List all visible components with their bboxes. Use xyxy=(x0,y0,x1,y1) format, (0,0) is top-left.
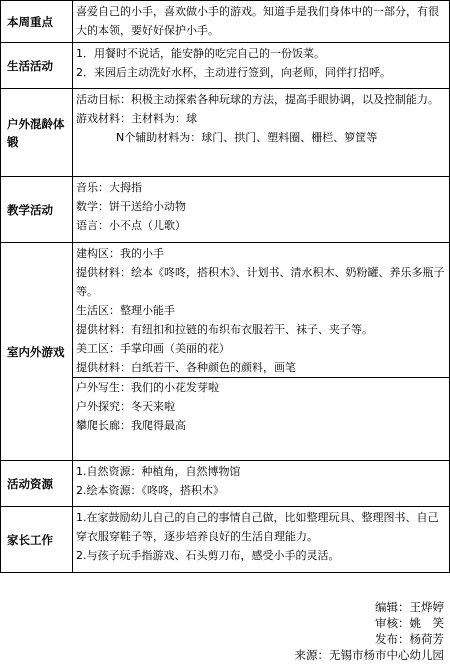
table-row-parent-work xyxy=(1,507,450,573)
table-row-weekly-focus xyxy=(1,1,450,43)
content-line: 户外探究：冬天来啦 xyxy=(76,400,175,413)
content-line: 2．来园后主动洗好水杯，主动进行签到，向老师，同伴打招呼。 xyxy=(76,66,391,79)
content-line: 提供材料：绘本《咚咚，搭积木》、计划书、清水积木、奶粉罐、养乐多瓶子等。 xyxy=(76,266,445,298)
content-line: N个辅助材料为：球门、拱门、塑料圈、栅栏、箩筐等 xyxy=(116,131,378,144)
reviewer-credit: 审核：姚 笑 xyxy=(375,616,444,630)
content-line: 音乐：大拇指 xyxy=(76,181,142,194)
row-label: 教学活动 xyxy=(1,177,73,243)
content-line: 2.绘本资源：《咚咚，搭积木》 xyxy=(76,484,224,497)
content-line: 游戏材料：主材料为：球 xyxy=(76,112,197,125)
content-line: 攀爬长廊：我爬得最高 xyxy=(76,419,186,432)
source-credit: 来源：无锡市杨市中心幼儿园 xyxy=(294,648,444,662)
editor-credit: 编辑：王烨婷 xyxy=(375,600,444,614)
content-line: 2.与孩子玩手指游戏、石头剪刀布，感受小手的灵活。 xyxy=(76,549,340,562)
row-content xyxy=(73,1,450,43)
table-row-games xyxy=(1,243,450,461)
table-row-teaching xyxy=(1,177,450,243)
row-label: 活动资源 xyxy=(1,461,73,507)
row-content xyxy=(73,89,450,177)
publisher-credit: 发布：杨荷芳 xyxy=(375,632,444,646)
row-content xyxy=(73,507,450,573)
row-label: 本周重点 xyxy=(1,1,73,43)
outdoor-subsection xyxy=(73,377,449,435)
content-line: 喜爱自己的小手，喜欢做小手的游戏。知道手是我们身体中的一部分，有很大的本领，要好好保护小手。 xyxy=(76,5,439,37)
content-line: 户外写生：我们的小花发芽啦 xyxy=(76,381,219,394)
table-row-daily-activities xyxy=(1,43,450,89)
table-row-resources xyxy=(1,461,450,507)
row-content xyxy=(73,43,450,89)
row-label: 家长工作 xyxy=(1,507,73,573)
content-line: 提供材料：白纸若干、各种颜色的颜料，画笔 xyxy=(76,361,296,374)
content-line: 建构区：我的小手 xyxy=(76,247,164,260)
row-content xyxy=(73,243,450,461)
content-line: 美工区：手掌印画（美丽的花） xyxy=(76,342,230,355)
row-label: 户外混龄体锻 xyxy=(1,89,73,177)
credits-footer xyxy=(295,599,445,663)
content-line: 1.在家鼓励幼儿自己的自己的事情自己做，比如整理玩具、整理图书、自己穿衣服穿鞋子等，逐步培养良好的生活自理能力。 xyxy=(76,511,439,543)
content-line: 提供材料：有纽扣和拉链的布织布衣服若干、袜子、夹子等。 xyxy=(76,323,373,336)
row-label: 室内外游戏 xyxy=(1,243,73,461)
row-content xyxy=(73,461,450,507)
row-label: 生活活动 xyxy=(1,43,73,89)
content-line: 1．用餐时不说话，能安静的吃完自己的一份饭菜。 xyxy=(76,47,325,60)
content-line: 生活区：整理小能手 xyxy=(76,304,175,317)
content-line: 数学：饼干送给小动物 xyxy=(76,200,186,213)
row-content xyxy=(73,177,450,243)
table-row-outdoor-exercise xyxy=(1,89,450,177)
content-line: 1.自然资源：种植角，自然博物馆 xyxy=(76,465,241,478)
content-line: 活动目标：积极主动探索各种玩球的方法，提高手眼协调，以及控制能力。 xyxy=(76,93,439,106)
content-line: 语言：小不点（儿歌） xyxy=(76,219,186,232)
